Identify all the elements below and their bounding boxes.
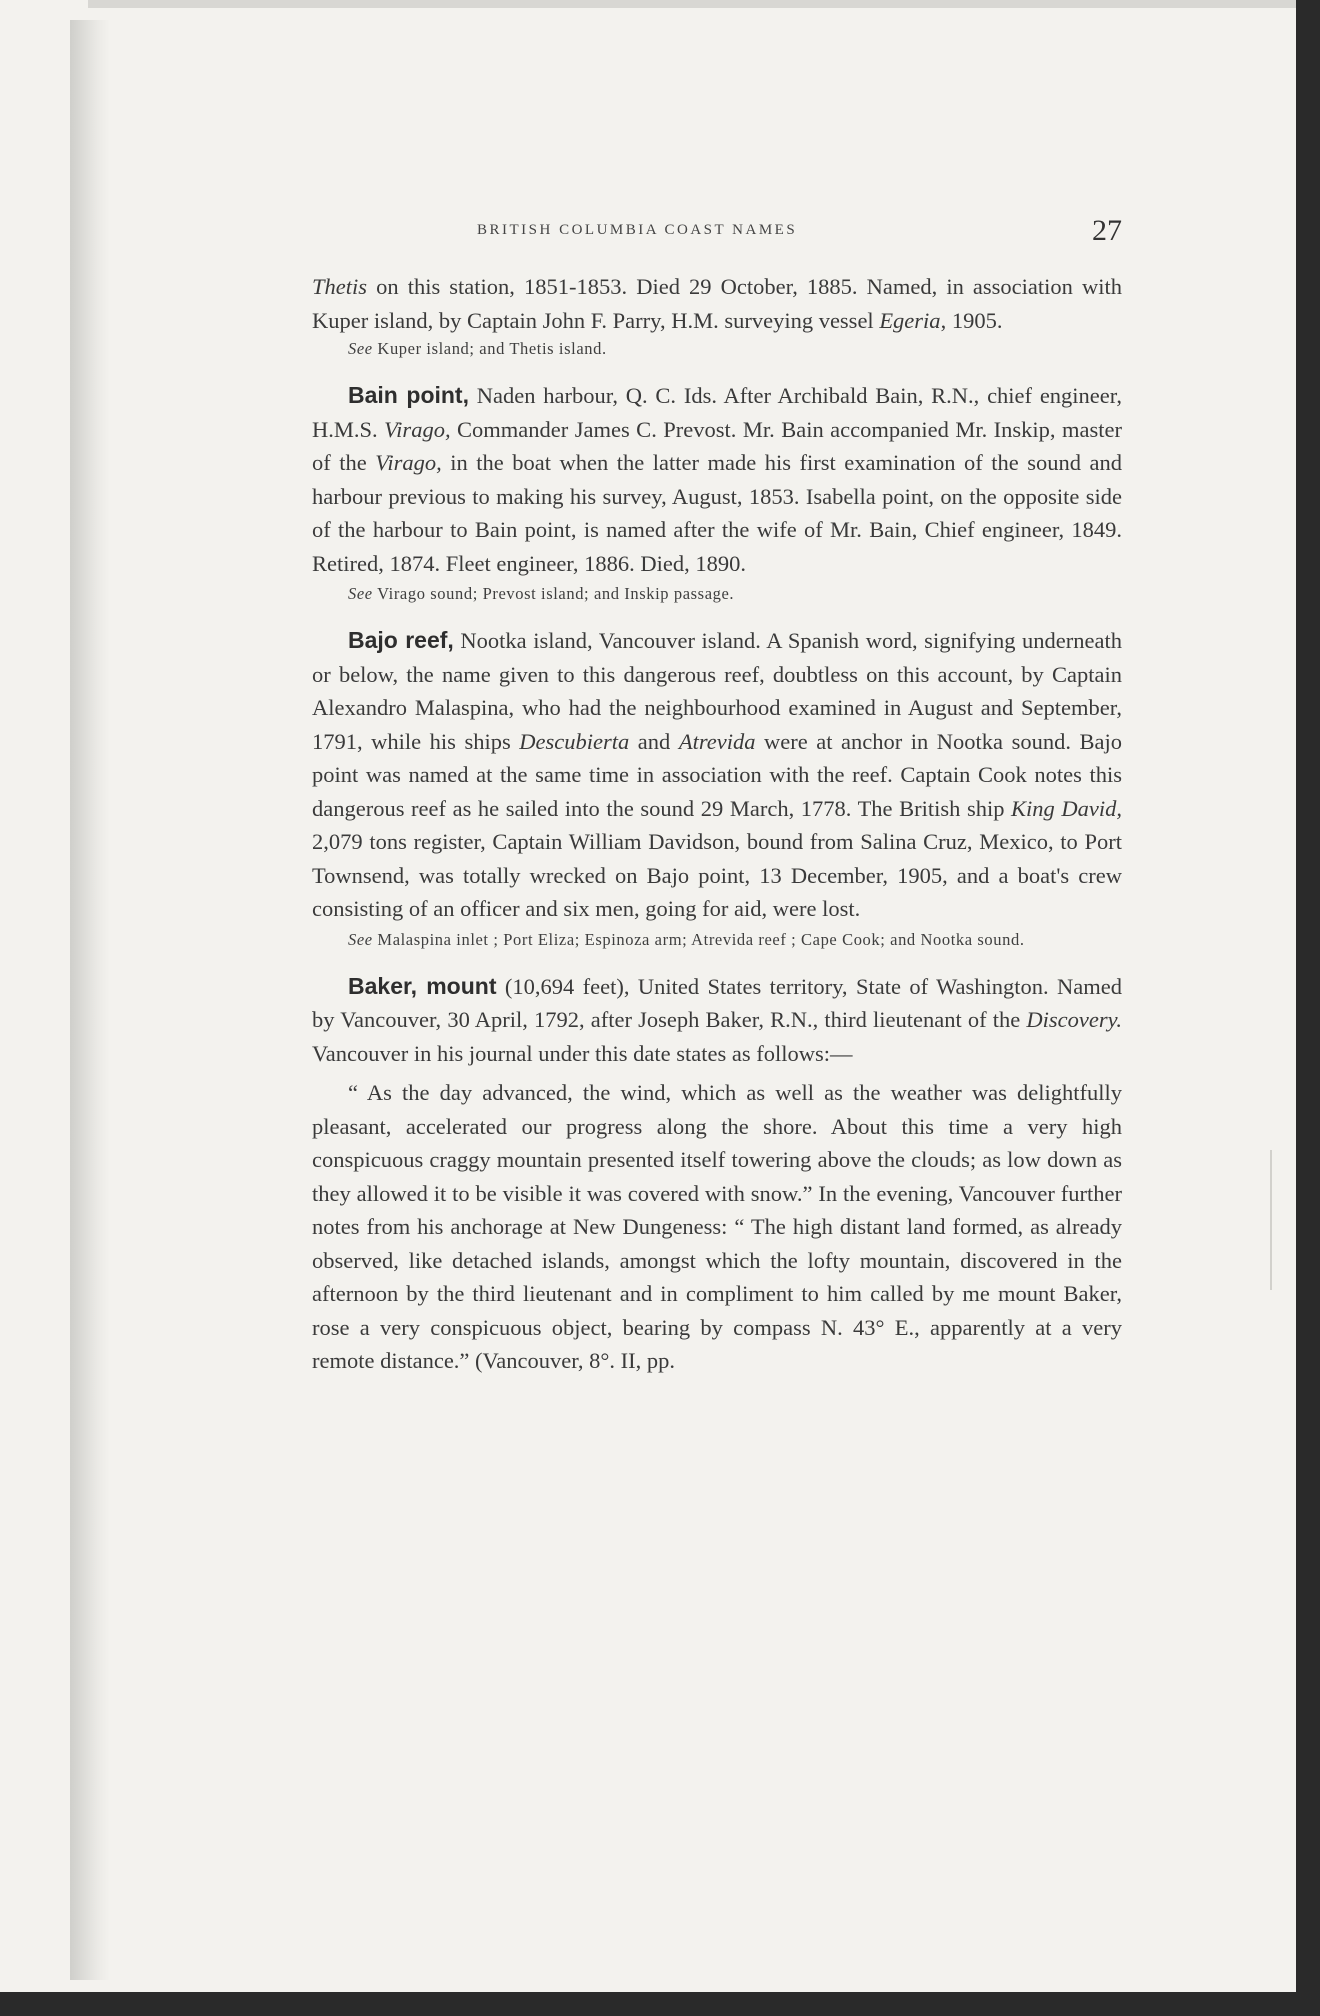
see-label: See [348, 339, 373, 358]
gutter-shadow [70, 20, 110, 1980]
italic-ship-name: Descubierta [519, 728, 630, 754]
see-also-reference [312, 930, 1122, 950]
margin-mark [1270, 1150, 1272, 1290]
quoted-passage: “ As the day advanced, the wind, which as well as the weather was delightfully pleasant, accelerated our progress along the shore. About this time a very high conspicuous craggy mountain presented itself towering above the clouds; as low down as they allowed it to be visible it was covered with snow.” In the evening, Vancouver further notes from his anchorage at New Dungeness: “ The high distant land formed, as already observed, like detached islands, amongst which the lofty mountain, discovered in the afternoon by the third lieutenant and in compliment to him called by me mount Baker, rose a very conspicuous object, bearing by compass N. 43° E., apparently at a very remote distance.” (Vancouver, 8°. II, pp. [312, 1080, 1122, 1373]
entry-text: were at anchor in Nootka sound. Bajo point was named at the same time in association with the reef. Captain Cook notes this dangerous reef as he sailed into the sound 29 March, 1778. The British ship [312, 728, 1122, 821]
scan-border-bottom [0, 1992, 1320, 2016]
continued-entry [312, 270, 1122, 337]
italic-ship-name: King David, [1011, 795, 1122, 821]
page-number: 27 [1092, 214, 1122, 247]
italic-ship-name: Virago, [384, 416, 451, 442]
entry-text: Nootka island, Vancouver island. A Spanish word, signifying underneath or below, the name given to this dangerous reef, doubtless on this account, by Captain Alexandro Malaspina, who had the neighbourhood examined in August and September, 1791, while his ships [312, 628, 1122, 754]
entry-text: Commander James C. Prevost. Mr. Bain accompanied Mr. Inskip, master of the [312, 416, 1122, 475]
see-also-reference [312, 584, 1122, 604]
entry-baker-mount [312, 970, 1122, 1071]
entry-text: , 1905. [940, 307, 1003, 333]
entry-heading: Baker, mount [348, 972, 497, 999]
page-header [312, 214, 1122, 250]
entry-text: on this station, 1851-1853. Died 29 October, 1885. Named, in association with Kuper island, by Captain John F. Parry, H.M. surveying vessel [312, 274, 1122, 333]
italic-ship-name: Virago, [375, 450, 442, 475]
entry-text: (10,694 feet), United States territory, State of Washington. Named by Vancouver, 30 April, 1792, after Joseph Baker, R.N., third lieutenant of the [312, 973, 1122, 1032]
italic-ship-name: Thetis [312, 274, 368, 299]
entry-heading: Bain point, [348, 382, 469, 408]
italic-ship-name: Discovery. [1026, 1007, 1122, 1032]
page-body [312, 270, 1122, 1378]
entry-bajo-reef [312, 624, 1122, 926]
italic-ship-name: Atrevida [678, 728, 756, 754]
entry-text: 2,079 tons register, Captain William Davidson, bound from Salina Cruz, Mexico, to Port Townsend, was totally wrecked on Bajo point, 13 December, 1905, and a boat's crew consisting of an officer and six men, going for aid, were lost. [312, 829, 1122, 921]
see-also-reference [312, 339, 1122, 359]
see-also-text: Malaspina inlet ; Port Eliza; Espinoza arm; Atrevida reef ; Cape Cook; and Nootka sound. [372, 929, 1025, 949]
entry-text: and [629, 728, 679, 754]
italic-ship-name: Egeria [879, 307, 941, 333]
scan-border-right [1296, 0, 1320, 2016]
entry-text: Vancouver in his journal under this date states as follows:— [312, 1040, 853, 1066]
see-also-text: Virago sound; Prevost island; and Inskip passage. [372, 584, 735, 603]
see-also-text: Kuper island; and Thetis island. [372, 339, 607, 358]
page-top-edge [88, 0, 1296, 8]
entry-text: Naden harbour, Q. C. Ids. After Archibald Bain, R.N., chief engineer, H.M.S. [312, 383, 1122, 442]
see-label: See [348, 929, 373, 949]
entry-text: in the boat when the latter made his first examination of the sound and harbour previous to making his survey, August, 1853. Isabella point, on the opposite side of the harbour to Bain point, is named after the wife of Mr. Bain, Chief engineer, 1849. Retired, 1874. Fleet engineer, 1886. Died, 1890. [312, 450, 1122, 576]
entry-bain-point [312, 379, 1122, 580]
entry-heading: Bajo reef, [348, 627, 454, 653]
running-title: BRITISH COLUMBIA COAST NAMES [477, 222, 798, 238]
see-label: See [348, 584, 373, 603]
